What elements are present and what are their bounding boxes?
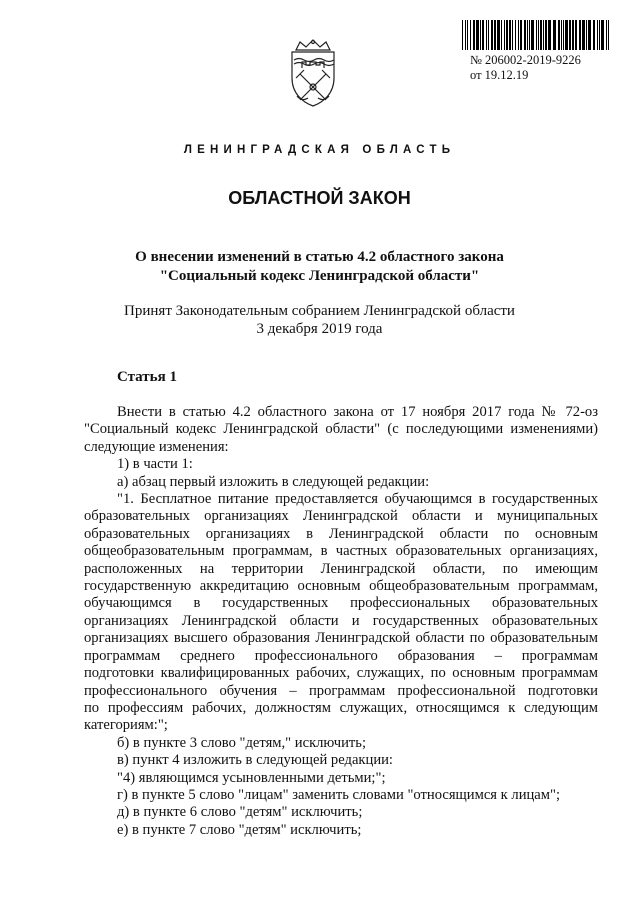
barcode-bar — [529, 20, 530, 50]
text-line: следующие изменения: — [84, 438, 229, 455]
region-name: ЛЕНИНГРАДСКАЯ ОБЛАСТЬ — [183, 144, 456, 156]
text-line: г) в пункте 5 слово "лицам" заменить словами "относящимся к лицам"; — [117, 786, 561, 803]
barcode-bar — [465, 20, 466, 50]
barcode-bar — [501, 20, 502, 50]
text-line: государственную аккредитацию основным общеобразовательным программам, — [84, 578, 598, 595]
barcode-bar — [524, 20, 526, 50]
barcode-bar — [548, 20, 551, 50]
law-title-line-1: О внесении изменений в статью 4.2 областного закона — [135, 249, 504, 265]
barcode-bar — [486, 20, 487, 50]
text-line: "4) являющимся усыновленными детьми;"; — [117, 769, 386, 786]
barcode-bar — [504, 20, 505, 50]
text-line: "1. Бесплатное питание предоставляется обучающимся в государственных — [117, 491, 598, 508]
barcode-bar — [540, 20, 542, 50]
barcode-bar — [520, 20, 522, 50]
barcode-bar — [482, 20, 484, 50]
barcode-bar — [597, 20, 598, 50]
barcode-bar — [470, 20, 471, 50]
barcode-bar — [518, 20, 519, 50]
text-line: д) в пункте 6 слово "детям" исключить; — [117, 804, 363, 821]
text-line: 1) в части 1: — [117, 456, 193, 473]
barcode-bar — [515, 20, 516, 50]
text-line: образовательных организациях Ленинградской области и муниципальных — [84, 508, 598, 525]
barcode-bar — [586, 20, 587, 50]
barcode-bar — [545, 20, 547, 50]
barcode-bar — [512, 20, 513, 50]
barcode-bar — [579, 20, 581, 50]
text-line: "Социальный кодекс Ленинградской области" (с последующими изменениями) — [84, 421, 598, 438]
text-line: в) пункт 4 изложить в следующей редакции: — [117, 752, 393, 769]
article-body — [84, 404, 598, 839]
barcode-bar — [575, 20, 577, 50]
adoption-line-2: 3 декабря 2019 года — [256, 321, 383, 337]
text-line: организациях Ленинградской области и государственных образовательных — [84, 612, 598, 629]
barcode-bar — [494, 20, 496, 50]
law-title-line-2: "Социальный кодекс Ленинградской области" — [159, 268, 480, 284]
barcode-bar — [509, 20, 511, 50]
barcode-bar — [536, 20, 537, 50]
barcode-bar — [553, 20, 556, 50]
barcode-bar — [491, 20, 493, 50]
text-line: организациях высшего образования Ленинградской области по образовательным — [84, 630, 598, 647]
text-line: обучающимся в государственных профессиональных образовательных — [84, 595, 598, 612]
barcode-bar — [561, 20, 562, 50]
text-line: программам среднего профессионального образования – программам — [84, 647, 598, 664]
text-line: категориям:"; — [84, 717, 168, 734]
article-heading: Статья 1 — [117, 369, 177, 385]
text-line: по профессиям рабочих, должностям служащих, относящимся к следующим — [84, 699, 598, 716]
barcode-bar — [599, 20, 600, 50]
barcode-bar — [593, 20, 595, 50]
barcode-bar — [569, 20, 571, 50]
barcode-bar — [476, 20, 479, 50]
text-line: б) в пункте 3 слово "детям," исключить; — [117, 734, 367, 751]
registration-date: от 19.12.19 — [470, 68, 529, 82]
text-line: а) абзац первый изложить в следующей редакции: — [117, 473, 430, 490]
barcode-bar — [608, 20, 609, 50]
barcode-bar — [467, 20, 468, 50]
barcode-bar — [543, 20, 544, 50]
text-line: е) в пункте 7 слово "детям" исключить; — [117, 821, 362, 838]
barcode-bar — [462, 20, 463, 50]
barcode-bar — [563, 20, 564, 50]
barcode-bar — [473, 20, 475, 50]
barcode-bar — [572, 20, 574, 50]
barcode-bar — [497, 20, 500, 50]
barcode-bar — [538, 20, 539, 50]
barcode-bar — [582, 20, 585, 50]
barcode-bar — [565, 20, 568, 50]
barcode-bar — [480, 20, 481, 50]
barcode-bar — [531, 20, 534, 50]
barcode-bar — [506, 20, 508, 50]
law-title — [0, 248, 639, 286]
text-line: Внести в статью 4.2 областного закона от 17 ноября 2017 года № 72-оз — [117, 404, 598, 420]
barcode-bar — [527, 20, 528, 50]
registration-number: № 206002-2019-9226 — [470, 53, 581, 67]
text-line: подготовки квалифицированных рабочих, служащих, по основным программам — [84, 665, 598, 682]
coat-of-arms-icon — [282, 38, 344, 108]
law-type: ОБЛАСТНОЙ ЗАКОН — [228, 188, 411, 208]
text-line: общеобразовательным программам, в частных образовательных организациях, — [84, 543, 598, 560]
adoption-note — [0, 302, 639, 338]
text-line: расположенных на территории Ленинградской области, по имеющим — [84, 560, 598, 577]
barcode-bar — [606, 20, 607, 50]
text-line: образовательных организациях в Ленинградской области по основным — [84, 525, 598, 542]
adoption-line-1: Принят Законодательным собранием Ленинградской области — [124, 303, 515, 319]
barcode-bar — [588, 20, 591, 50]
barcode-bar — [558, 20, 560, 50]
barcode-bar — [601, 20, 604, 50]
barcode-bar — [488, 20, 489, 50]
text-line: профессионального обучения – программам профессиональной подготовки — [84, 682, 598, 699]
barcode-icon — [462, 20, 612, 50]
